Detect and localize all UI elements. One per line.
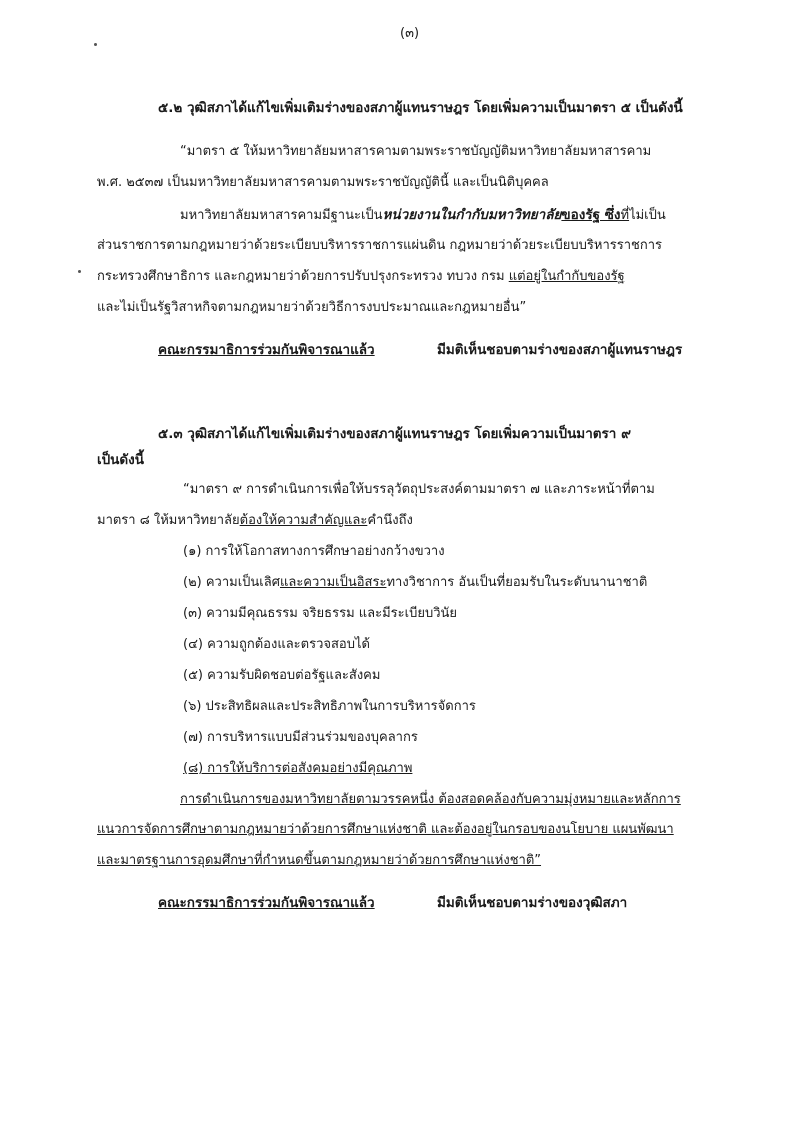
section-5-3-heading: ๕.๓ วุฒิสภาได้แก้ไขเพิ่มเติมร่างของสภาผู้แทนราษฎร โดยเพิ่มความเป็นมาตรา ๙ (158, 426, 631, 442)
s53-closing-line3: และมาตรฐานการอุดมศึกษาที่กำหนดขึ้นตามกฎหมายว่าด้วยการศึกษาแห่งชาติ” (97, 853, 542, 868)
s52-status-text: มหาวิทยาลัยมหาสารคามมีฐานะเป็น (180, 208, 383, 223)
s52-para2-line1 (180, 203, 666, 225)
s53-inserted-phrase: ต้องให้ความสำคัญและ (239, 513, 368, 528)
s52-supervision-phrase: แต่อยู่ในกำกับของรัฐ (508, 269, 625, 284)
scan-speck (94, 43, 97, 46)
s52-para2-line2: ส่วนราชการตามกฎหมายว่าด้วยระเบียบบริหารราชการแผ่นดิน กฎหมายว่าด้วยระเบียบบริหารราชการ (97, 238, 663, 253)
scan-speck (78, 270, 81, 273)
s52-not-word: ไม่เป็น (629, 208, 666, 223)
s53-item-2-c: ทางวิชาการ อันเป็นที่ยอมรับในระดับนานาชาติ (386, 575, 648, 590)
s53-item-1: (๑) การให้โอกาสทางการศึกษาอย่างกว้างขวาง (183, 544, 445, 559)
s52-para1-line1: “มาตรา ๕ ให้มหาวิทยาลัยมหาสารคามตามพระราชบัญญัติมหาวิทยาลัยมหาสารคาม (180, 144, 652, 159)
page-number: (๓) (400, 26, 420, 41)
s52-para2-line3 (97, 265, 625, 286)
s53-item-2-a: (๒) ความเป็นเลิศ (183, 575, 280, 590)
s52-para2-line4: และไม่เป็นรัฐวิสาหกิจตามกฎหมายว่าด้วยวิธีการงบประมาณและกฎหมายอื่น” (97, 300, 527, 315)
s53-closing-line1: การดำเนินการของมหาวิทยาลัยตามวรรคหนึ่ง ต้องสอดคล้องกับความมุ่งหมายและหลักการ (180, 792, 681, 807)
s53-item-2-inserted: และความเป็นอิสระ (279, 575, 387, 590)
s53-closing-line2: แนวการจัดการศึกษาตามกฎหมายว่าด้วยการศึกษาแห่งชาติ และต้องอยู่ในกรอบของนโยบาย แผนพัฒนา (97, 822, 674, 837)
s53-para1-line1: “มาตรา ๙ การดำเนินการเพื่อให้บรรลุวัตถุประสงค์ตามมาตรา ๗ และภาระหน้าที่ตาม (183, 482, 655, 497)
s53-item-3: (๓) ความมีคุณธรรม จริยธรรม และมีระเบียบวินัย (183, 606, 458, 621)
s52-thi-word: ที่ (620, 208, 630, 223)
s53-committee-label: คณะกรรมาธิการร่วมกันพิจารณาแล้ว (158, 895, 375, 911)
s53-item-5: (๕) ความรับผิดชอบต่อรัฐและสังคม (183, 668, 381, 683)
s53-item-7: (๗) การบริหารแบบมีส่วนร่วมของบุคลากร (183, 730, 418, 745)
s53-item-2 (183, 571, 647, 592)
s52-struck-phrase: หน่วยงานในกำกับมหาวิทยาลัย (382, 207, 562, 223)
s53-item-8: (๘) การให้บริการต่อสังคมอย่างมีคุณภาพ (183, 761, 413, 776)
s53-para1-lead: มาตรา ๘ ให้มหาวิทยาลัย (97, 513, 240, 528)
s53-para1-line2 (97, 509, 413, 530)
s53-item-6: (๖) ประสิทธิผลและประสิทธิภาพในการบริหารจัดการ (183, 699, 476, 714)
s52-state-phrase: ของรัฐ ซึ่ง (561, 207, 621, 223)
s53-consider-word: คำนึงถึง (367, 513, 413, 528)
s52-committee-label: คณะกรรมาธิการร่วมกันพิจารณาแล้ว (158, 342, 375, 358)
s53-committee-resolution: มีมติเห็นชอบตามร่างของวุฒิสภา (437, 895, 628, 911)
section-5-3-heading-cont: เป็นดังนี้ (97, 452, 144, 468)
s52-committee-resolution: มีมติเห็นชอบตามร่างของสภาผู้แทนราษฎร (437, 342, 683, 358)
s52-ministry-text: กระทรวงศึกษาธิการ และกฎหมายว่าด้วยการปรับปรุงกระทรวง ทบวง กรม (97, 269, 509, 284)
s52-para1-line2: พ.ศ. ๒๕๓๗ เป็นมหาวิทยาลัยมหาสารคามตามพระราชบัญญัตินี้ และเป็นนิติบุคคล (97, 175, 549, 190)
s53-item-4: (๔) ความถูกต้องและตรวจสอบได้ (183, 637, 370, 652)
section-5-2-heading: ๕.๒ วุฒิสภาได้แก้ไขเพิ่มเติมร่างของสภาผู้แทนราษฎร โดยเพิ่มความเป็นมาตรา ๕ เป็นดังนี้ (158, 100, 683, 116)
